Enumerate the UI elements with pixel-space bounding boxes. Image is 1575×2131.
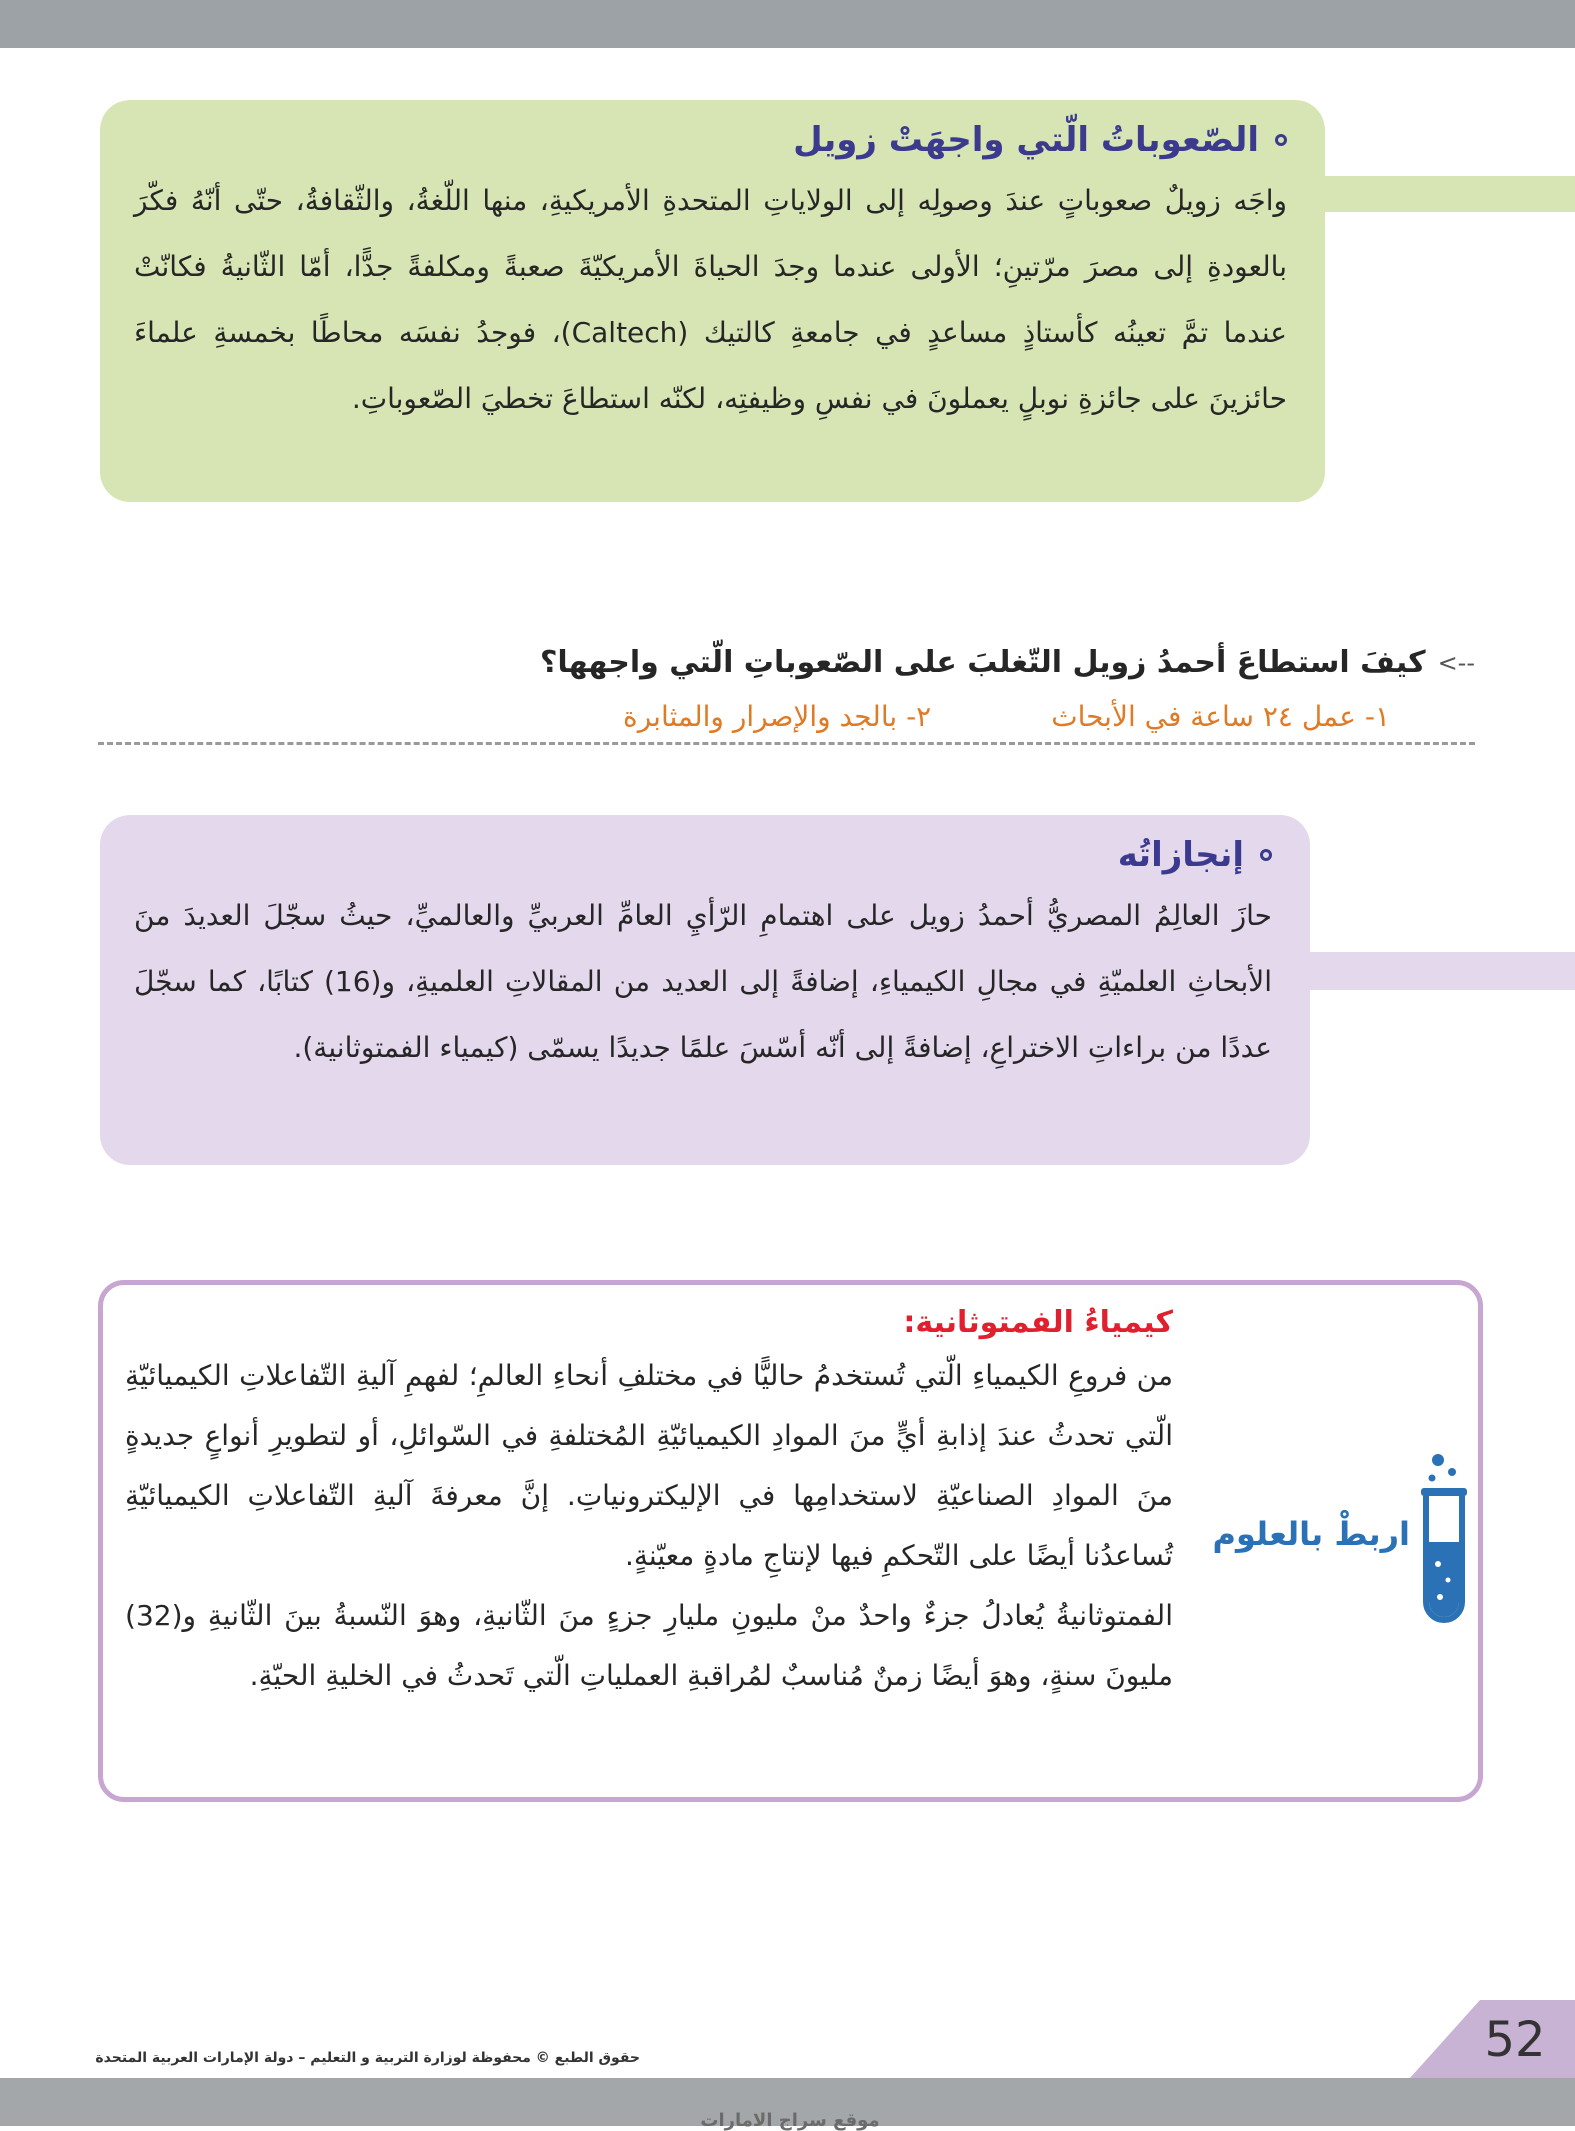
answers	[440, 700, 1390, 733]
test-tube-icon	[1418, 1452, 1470, 1627]
achievements-card	[100, 815, 1310, 1165]
top-bar	[0, 0, 1575, 48]
page-number: 52	[1484, 2012, 1546, 2068]
answer-1: ١- عمل ٢٤ ساعة في الأبحاث	[1051, 700, 1390, 733]
question-text: كيفَ استطاعَ أحمدُ زويل التّغلبَ على الصّعوباتِ الّتي واجهها؟	[539, 645, 1426, 680]
answer-2: ٢- بالجد والإصرار والمثابرة	[623, 700, 932, 733]
question-line	[300, 645, 1475, 680]
bullet-icon	[1275, 134, 1287, 146]
link-science-title: كيمياءُ الفمتوثانية:	[903, 1305, 1173, 1340]
link-science-paragraph-1: من فروعِ الكيمياءِ الّتي تُستخدمُ حاليًّا في مختلفِ أنحاءِ العالمِ؛ لفهمِ آليةِ التّفاعلاتِ الكيميائيّةِ الّتي تحدثُ عندَ إذابةِ أيٍّ منَ الموادِ الكيميائيّةِ المُختلفةِ في السّوائلِ، أو لتطويرِ أنواعٍ جديدةٍ منَ الموادِ الصناعيّةِ لاستخدامِها في الإليكترونياتِ. إنَّ معرفةَ آليةِ التّفاعلاتِ الكيميائيّةِ تُساعدُنا أيضًا على التّحكمِ فيها لإنتاجِ مادةٍ معيّنةٍ.	[125, 1359, 1173, 1572]
bullet-icon	[1260, 849, 1272, 861]
watermark-text: موقع سراج الامارات	[700, 2110, 880, 2131]
difficulties-card	[100, 100, 1325, 502]
green-decor-strip	[1320, 176, 1575, 212]
difficulties-title: الصّعوباتُ الّتي واجهَتْ زويل	[793, 120, 1259, 160]
difficulties-body: واجَه زويلٌ صعوباتٍ عندَ وصولِه إلى الولاياتِ المتحدةِ الأمريكيةِ، منها اللّغةُ، والثّقافةُ، حتّى أنّهُ فكّرَ بالعودةِ إلى مصرَ مرّتينِ؛ الأولى عندما وجدَ الحياةَ الأمريكيّةَ صعبةً ومكلفةً جدًّا، أمّا الثّانيةُ فكانّتْ عندما تمَّ تعينُه كأستاذٍ مساعدٍ في جامعةِ كالتيك (Caltech)، فوجدُ نفسَه محاطًا بخمسةِ علماءَ حائزينَ على جائزةِ نوبلٍ يعملونَ في نفسِ وظيفتِه، لكنّه استطاعَ تخطيَ الصّعوباتِ.	[134, 184, 1287, 415]
link-science-text	[125, 1305, 1173, 1706]
achievements-heading	[134, 835, 1272, 875]
achievements-body: حازَ العالِمُ المصريُّ أحمدُ زويل على اهتمامِ الرّأيِ العامِّ العربيِّ والعالميِّ، حيثُ سجّلَ العديدَ منَ الأبحاثِ العلميّةِ في مجالِ الكيمياءِ، إضافةً إلى العديد من المقالاتِ العلميةِ، و(16) كتابًا، كما سجّلَ عددًا من براءاتِ الاختراعِ، إضافةً إلى أنّه أسّسَ علمًا جديدًا يسمّى (كيمياء الفمتوثانية).	[134, 899, 1272, 1064]
achievements-title: إنجازاتُه	[1117, 835, 1244, 875]
answer-divider	[98, 742, 1475, 745]
link-science-label: اربطْ بالعلوم	[1212, 1515, 1410, 1553]
copyright-note: حقوق الطبع © محفوظة لوزارة التربية و التعليم – دولة الإمارات العربية المتحدة	[95, 2050, 640, 2066]
arrow-icon: -->	[1437, 648, 1475, 677]
purple-decor-strip	[1305, 952, 1575, 990]
link-science-paragraph-2: الفمتوثانيةُ يُعادلُ جزءٌ واحدٌ منْ مليونِ مليارِ جزءٍ منَ الثّانيةِ، وهوَ النّسبةُ بينَ الثّانيةِ و(32) مليونَ سنةٍ، وهوَ أيضًا زمنٌ مُناسبٌ لمُراقبةِ العملياتِ الّتي تَحدثُ في الخليةِ الحيّةِ.	[125, 1599, 1173, 1692]
difficulties-heading	[134, 120, 1287, 160]
